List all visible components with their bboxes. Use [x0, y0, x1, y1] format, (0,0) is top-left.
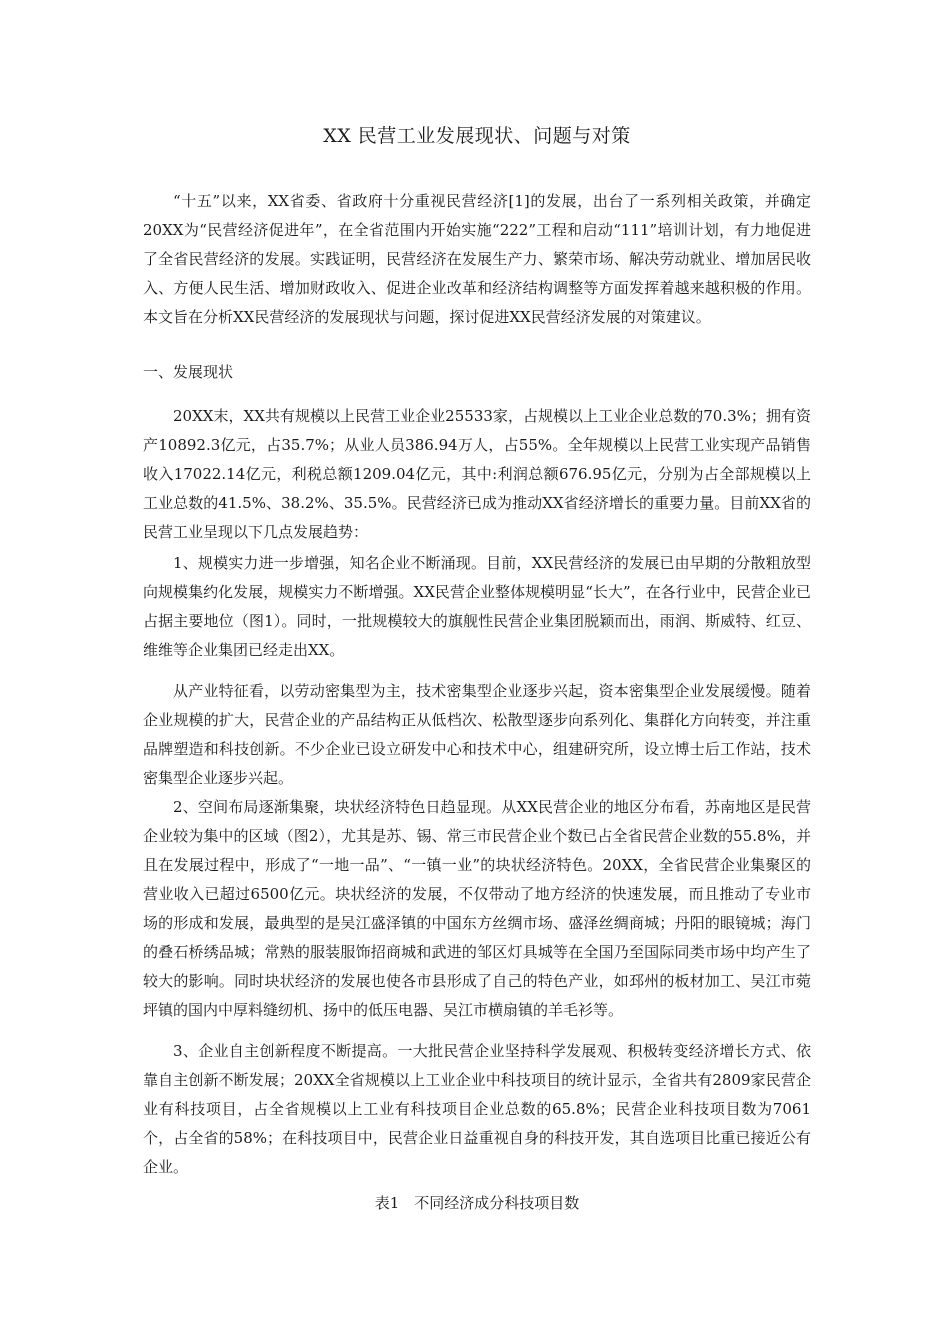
overview-paragraph: 20XX末，XX共有规模以上民营工业企业25533家，占规模以上工业企业总数的70.3%；拥有资产10892.3亿元，占35.7%；从业人员386.94万人，占55%。全年规模以上民营工业实现产品销售收入17022.14亿元，利税总额1209.04亿元，其中:利润总额676.95亿元，分别为占全部规模以上工业总数的41.5%、38.2%、35.5%。民营经济已成为推动XX省经济增长的重要力量。目前XX省的民营工业呈现以下几点发展趋势：	[143, 407, 811, 541]
document-title: XX 民营工业发展现状、问题与对策	[323, 125, 631, 147]
trend-3-paragraph: 3、企业自主创新程度不断提高。一大批民营企业坚持科学发展观、积极转变经济增长方式、依靠自主创新不断发展；20XX全省规模以上工业企业中科技项目的统计显示，全省共有2809家民营企业有科技项目，占全省规模以上工业有科技项目企业总数的65.8%；民营企业科技项目数为7061个，占全省的58%；在科技项目中，民营企业日益重视自身的科技开发，其自选项目比重已接近公有企业。	[143, 1042, 811, 1176]
section-heading-status: 一、发展现状	[143, 363, 234, 381]
table-caption: 表1 不同经济成分科技项目数	[374, 1194, 580, 1212]
trend-1-paragraph: 1、规模实力进一步增强，知名企业不断涌现。目前，XX民营经济的发展已由早期的分散粗放型向规模集约化发展，规模实力不断增强。XX民营企业整体规模明显“长大”，在各行业中，民营企业已占据主要地位（图1）。同时，一批规模较大的旗舰性民营企业集团脱颖而出，雨润、斯威特、红豆、维维等企业集团已经走出XX。	[143, 554, 811, 659]
document-page	[143, 0, 811, 1344]
industry-feature-paragraph: 从产业特征看，以劳动密集型为主，技术密集型企业逐步兴起，资本密集型企业发展缓慢。随着企业规模的扩大，民营企业的产品结构正从低档次、松散型逐步向系列化、集群化方向转变，并注重品牌塑造和科技创新。不少企业已设立研发中心和技术中心，组建研究所，设立博士后工作站，技术密集型企业逐步兴起。	[143, 682, 811, 787]
trend-2-paragraph: 2、空间布局逐渐集聚，块状经济特色日趋显现。从XX民营企业的地区分布看，苏南地区是民营企业较为集中的区域（图2），尤其是苏、锡、常三市民营企业个数已占全省民营企业数的55.8%，并且在发展过程中，形成了“一地一品”、“一镇一业”的块状经济特色。20XX，全省民营企业集聚区的营业收入已超过6500亿元。块状经济的发展，不仅带动了地方经济的快速发展，而且推动了专业市场的形成和发展，最典型的是吴江盛泽镇的中国东方丝绸市场、盛泽丝绸商城；丹阳的眼镜城；海门的叠石桥绣品城；常熟的服装服饰招商城和武进的邹区灯具城等在全国乃至国际同类市场中均产生了较大的影响。同时块状经济的发展也使各市县形成了自己的特色产业，如邳州的板材加工、吴江市菀坪镇的国内中厚料缝纫机、扬中的低压电器、吴江市横扇镇的羊毛衫等。	[143, 798, 811, 1019]
intro-paragraph: “十五”以来，XX省委、省政府十分重视民营经济[1]的发展，出台了一系列相关政策，并确定20XX为“民营经济促进年”，在全省范围内开始实施“222”工程和启动“111”培训计划，有力地促进了全省民营经济的发展。实践证明，民营经济在发展生产力、繁荣市场、解决劳动就业、增加居民收入、方便人民生活、增加财政收入、促进企业改革和经济结构调整等方面发挥着越来越积极的作用。本文旨在分析XX民营经济的发展现状与问题，探讨促进XX民营经济发展的对策建议。	[143, 192, 811, 326]
